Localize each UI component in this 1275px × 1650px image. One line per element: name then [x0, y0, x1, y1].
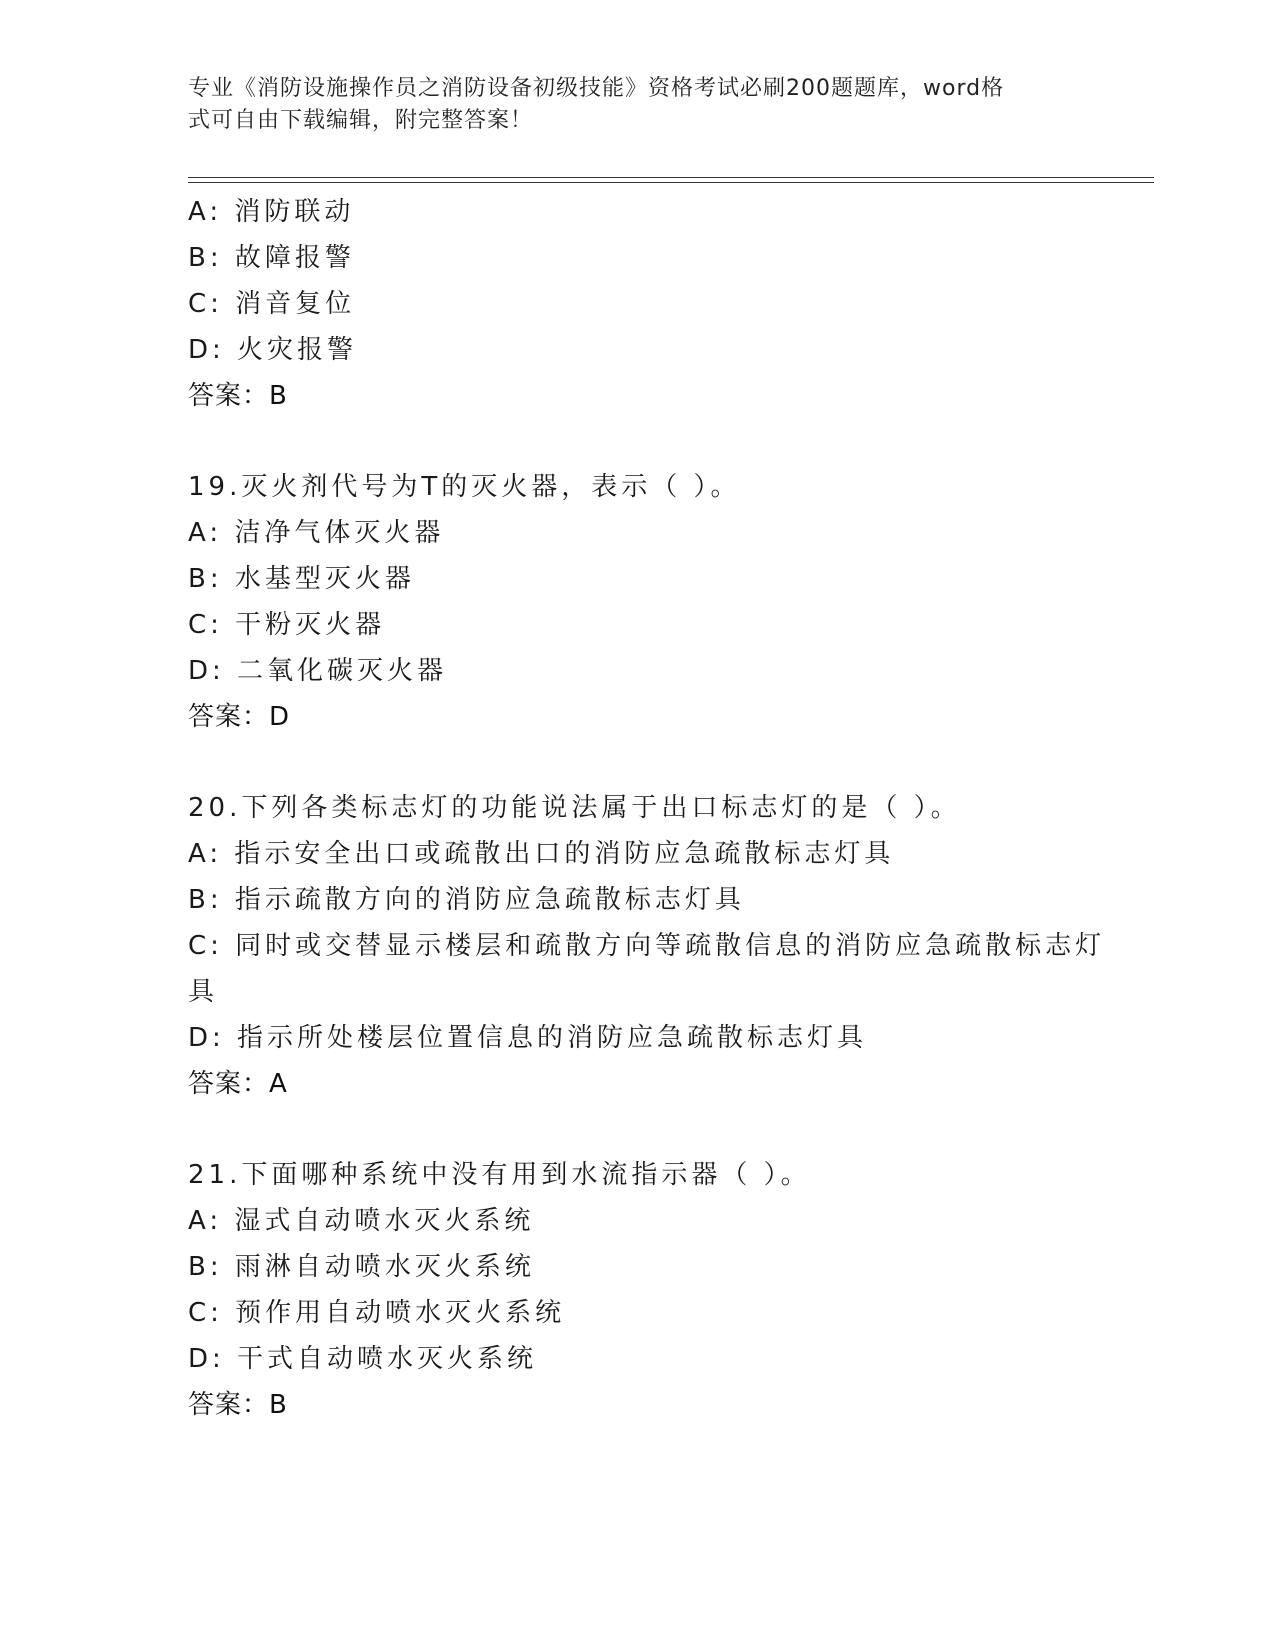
answer-line: 答案：B: [188, 1390, 288, 1420]
option-b: B: 故障报警: [188, 243, 355, 273]
header-divider-top: [188, 177, 1154, 178]
header-line-1: 专业《消防设施操作员之消防设备初级技能》资格考试必刷200题题库，word格: [188, 76, 1005, 101]
option-a: A: 洁净气体灭火器: [188, 518, 445, 548]
answer-line: 答案：B: [188, 381, 288, 411]
answer-line: 答案：A: [188, 1069, 288, 1099]
option-c: C: 干粉灭火器: [188, 610, 386, 640]
option-b: B: 水基型灭火器: [188, 564, 415, 594]
header-line-2: 式可自由下载编辑，附完整答案！: [188, 108, 534, 133]
question-20: [188, 785, 1106, 1107]
question-18: [188, 189, 1088, 419]
option-a: A: 湿式自动喷水灭火系统: [188, 1206, 535, 1236]
header-divider-bottom: [188, 182, 1154, 183]
option-c: C: 消音复位: [188, 289, 356, 319]
option-d: D: 二氧化碳灭火器: [188, 656, 448, 686]
option-d: D: 干式自动喷水灭火系统: [188, 1344, 538, 1374]
question-spacer: [188, 740, 1088, 785]
answer-line: 答案：D: [188, 702, 291, 732]
question-list: [188, 189, 1106, 1428]
option-b: B: 雨淋自动喷水灭火系统: [188, 1252, 535, 1282]
question-21: [188, 1152, 1088, 1428]
question-stem: 20.下列各类标志灯的功能说法属于出口标志灯的是（ ）。: [188, 793, 961, 823]
question-stem: 19.灭火剂代号为T的灭火器，表示（ ）。: [188, 472, 741, 502]
question-spacer: [188, 1107, 1088, 1152]
document-header: [188, 73, 1068, 137]
option-d: D: 火灾报警: [188, 335, 358, 365]
question-stem: 21.下面哪种系统中没有用到水流指示器（ ）。: [188, 1160, 811, 1190]
option-d: D: 指示所处楼层位置信息的消防应急疏散标志灯具: [188, 1023, 868, 1053]
option-a: A: 消防联动: [188, 197, 355, 227]
option-b: B: 指示疏散方向的消防应急疏散标志灯具: [188, 885, 745, 915]
option-a: A: 指示安全出口或疏散出口的消防应急疏散标志灯具: [188, 839, 895, 869]
question-spacer: [188, 419, 1088, 464]
option-c: C: 预作用自动喷水灭火系统: [188, 1298, 566, 1328]
option-c: C: 同时或交替显示楼层和疏散方向等疏散信息的消防应急疏散标志灯: [188, 931, 1106, 961]
option-c-continued: 具: [188, 977, 219, 1007]
question-19: [188, 464, 1088, 740]
